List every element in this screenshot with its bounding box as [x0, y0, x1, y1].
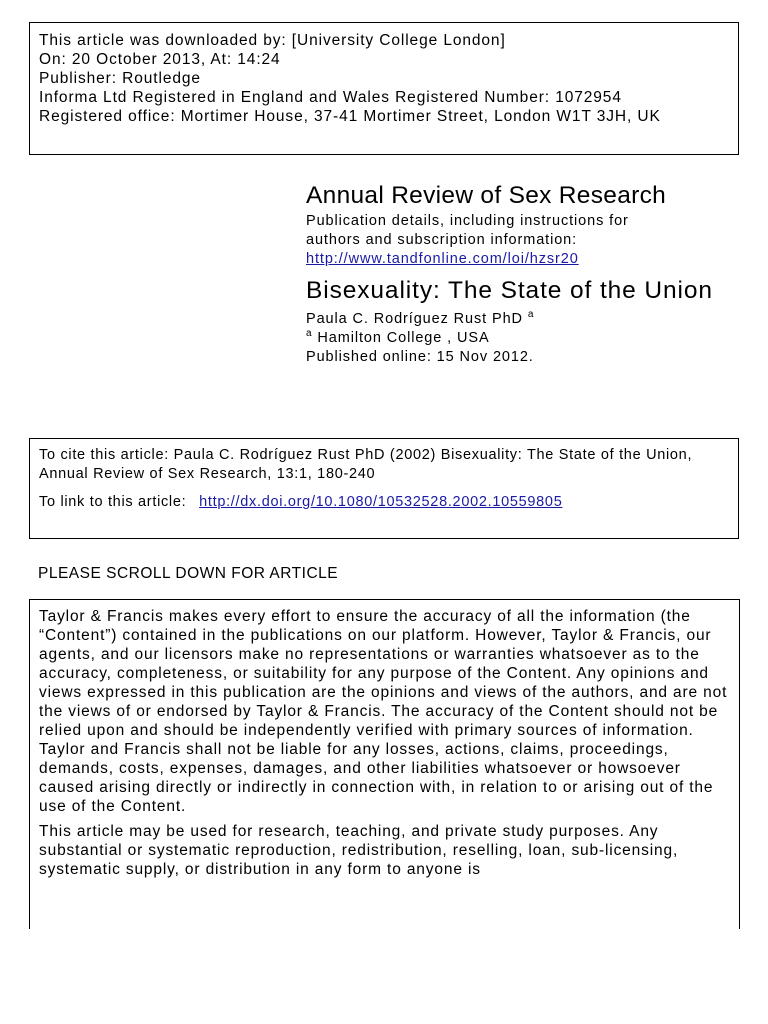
citation-text: To cite this article: Paula C. Rodríguez Rust PhD (2002) Bisexuality: The State of the Union, Annual Review of Sex Research, 13:1, 180-240	[39, 447, 693, 482]
disclaimer-box	[29, 599, 740, 929]
article-link-line	[39, 493, 729, 512]
article-title: Bisexuality: The State of the Union	[306, 277, 713, 304]
registered-office-line: Registered office: Mortimer House, 37-41 Mortimer Street, London W1T 3JH, UK	[39, 108, 661, 125]
author-name: Paula C. Rodríguez Rust PhD	[306, 311, 523, 327]
author-line	[306, 310, 746, 329]
download-info-box	[29, 22, 739, 155]
affiliation-mark: a	[306, 328, 313, 339]
publisher-line: Publisher: Routledge	[39, 70, 201, 87]
author-affiliation-mark: a	[527, 309, 535, 320]
journal-article-block	[306, 180, 746, 367]
article-link-label: To link to this article:	[39, 494, 187, 510]
disclaimer-paragraph-1: Taylor & Francis makes every effort to ensure the accuracy of all the information (the “Content”) contained in the publications on our platform. However, Taylor & Francis, our agents, and our licensors make no representations or warranties whatsoever as to the accuracy, completeness, or suitability for any purpose of the Content. Any opinions and views expressed in this publication are the opinions and views of the authors, and are not the views of or endorsed by Taylor & Francis. The accuracy of the Content should not be relied upon and should be independently verified with primary sources of information. Taylor and Francis shall not be liable for any losses, actions, claims, proceedings, demands, costs, expenses, damages, and other liabilities whatsoever or howsoever caused arising directly or indirectly in connection with, in relation to or arising out of the use of the Content.	[39, 608, 728, 815]
doi-link[interactable]: http://dx.doi.org/10.1080/10532528.2002.10559805	[199, 494, 563, 510]
affiliation-line	[306, 329, 746, 348]
scroll-notice: PLEASE SCROLL DOWN FOR ARTICLE	[38, 565, 339, 582]
download-date-line: On: 20 October 2013, At: 14:24	[39, 51, 281, 68]
affiliation-name: Hamilton College , USA	[317, 330, 490, 346]
citation-box	[29, 438, 739, 539]
subscription-info-line: authors and subscription information:	[306, 232, 578, 248]
registration-line: Informa Ltd Registered in England and Wales Registered Number: 1072954	[39, 89, 622, 106]
disclaimer-paragraph-2: This article may be used for research, teaching, and private study purposes. Any substantial or systematic reproduction, redistribution, reselling, loan, sub-licensing, systematic supply, or distribution in any form to anyone is	[39, 823, 679, 878]
publication-details-line: Publication details, including instructions for	[306, 213, 629, 229]
download-source-line: This article was downloaded by: [University College London]	[39, 32, 506, 49]
published-online-date: Published online: 15 Nov 2012.	[306, 349, 534, 365]
journal-title: Annual Review of Sex Research	[306, 182, 667, 209]
journal-url-link[interactable]: http://www.tandfonline.com/loi/hzsr20	[306, 251, 579, 267]
